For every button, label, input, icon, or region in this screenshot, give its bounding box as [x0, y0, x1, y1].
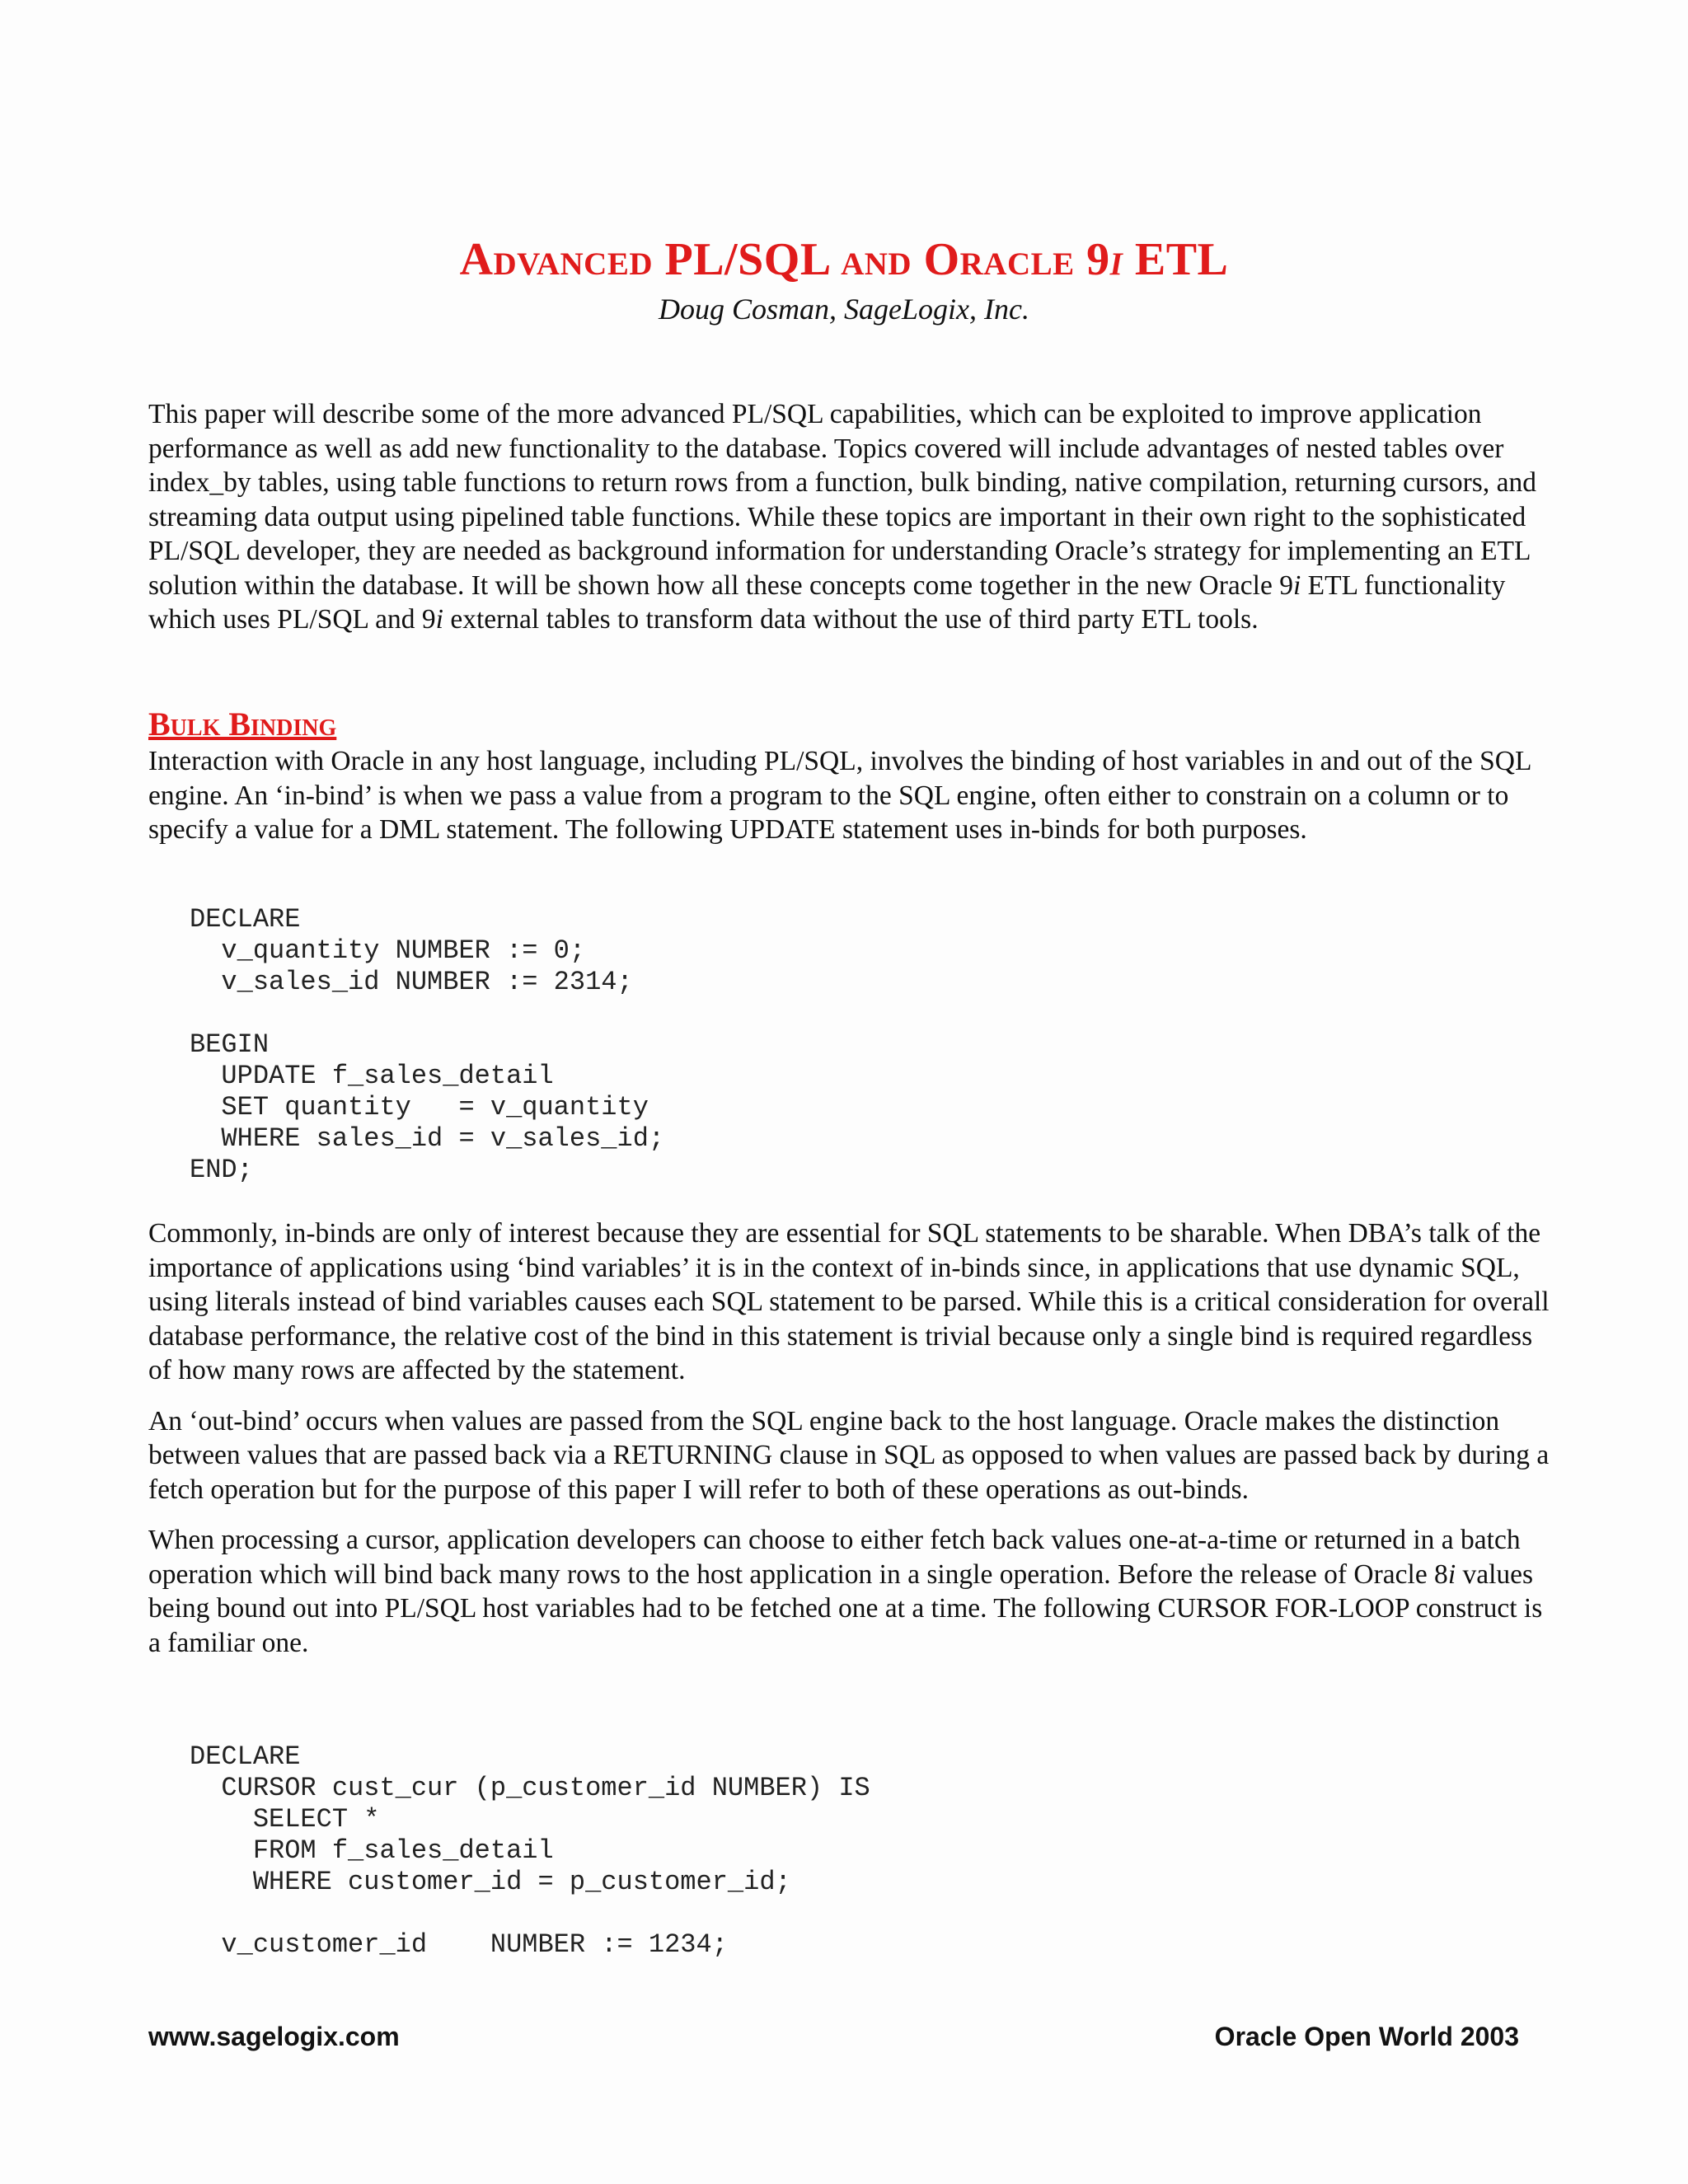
section-paragraph-2: Commonly, in-binds are only of interest because they are essential for SQL statements to be sharable. When DBA’s talk of the importance of applications using ‘bind variables’ it is in the context of in-binds since, in applications that use dynamic SQL, using literals instead of bind variables causes each SQL statement to be parsed. While this is a critical consideration for overall database performance, the relative cost of the bind in this statement is trivial because only a single bind is required regardless of how many rows are affected by the statement. — [148, 1218, 1550, 1385]
page-footer — [148, 2020, 1519, 2053]
footer-conference: Oracle Open World 2003 — [1214, 2022, 1519, 2051]
intro-text-1: This paper will describe some of the more advanced PL/SQL capabilities, which can be exploited to improve application performance as well as add new functionality to the database. Topics covered will include advantages of nested tables over index_by tables, using table functions to return rows from a function, bulk binding, native compilation, returning cursors, and streaming data output using pipelined table functions. While these topics are important in their own right to the sophisticated PL/SQL developer, they are needed as background information for understanding Oracle’s strategy for implementing an ETL solution within the database. It will be shown how all these concepts come together in the new Oracle 9 — [148, 399, 1536, 601]
intro-text-3: external tables to transform data without the use of third party ETL tools. — [443, 604, 1259, 635]
body-paragraphs — [148, 1216, 1550, 1660]
title-part-1: Advanced PL/SQL and Oracle 9 — [459, 234, 1110, 285]
para4-italic: i — [1447, 1558, 1456, 1590]
footer-website: www.sagelogix.com — [148, 2022, 400, 2051]
section-heading: Bulk Binding — [148, 705, 337, 743]
bulk-binding-section — [148, 705, 1550, 847]
para4-text-1: When processing a cursor, application developers can choose to either fetch back values one-at-a-time or returned in a batch operation which will bind back many rows to the host application in a single operation. Before the release of Oracle 8 — [148, 1525, 1521, 1590]
title-block — [0, 233, 1688, 327]
paper-title — [0, 233, 1688, 286]
title-italic-i: i — [1109, 234, 1123, 285]
intro-paragraph — [148, 397, 1550, 637]
section-paragraph-4 — [148, 1523, 1550, 1660]
para4-text-2: values being bound out into PL/SQL host variables had to be fetched one at a time. The following CURSOR FOR-LOOP construct is a familiar one. — [148, 1558, 1543, 1658]
intro-italic-1: i — [1292, 569, 1301, 601]
section-paragraph-1: Interaction with Oracle in any host language, including PL/SQL, involves the binding of host variables in and out of the SQL engine. An ‘in-bind’ is when we pass a value from a program to the SQL engine, often either to constrain on a column or to specify a value for a DML statement. The following UPDATE statement uses in-binds for both purposes. — [148, 746, 1531, 845]
section-paragraph-3: An ‘out-bind’ occurs when values are passed from the SQL engine back to the host language. Oracle makes the distinction between values that are passed back via a RETURNING clause in SQL as opposed to when values are passed back by during a fetch operation but for the purpose of this paper I will refer to both of these operations as out-binds. — [148, 1405, 1550, 1505]
intro-italic-2: i — [435, 604, 443, 635]
intro-text-2: ETL functionality which uses PL/SQL and 9 — [148, 569, 1506, 635]
author-line: Doug Cosman, SageLogix, Inc. — [659, 293, 1029, 326]
title-part-2: ETL — [1123, 234, 1229, 285]
code-block-update: DECLARE v_quantity NUMBER := 0; v_sales_id NUMBER := 2314; BEGIN UPDATE f_sales_detail SET quantity = v_quantity WHERE sales_id = v_sales_id; END; — [190, 904, 665, 1185]
code-block-cursor: DECLARE CURSOR cust_cur (p_customer_id NUMBER) IS SELECT * FROM f_sales_detail WHERE customer_id = p_customer_id; v_customer_id NUMBER := 1234; — [190, 1741, 870, 1960]
